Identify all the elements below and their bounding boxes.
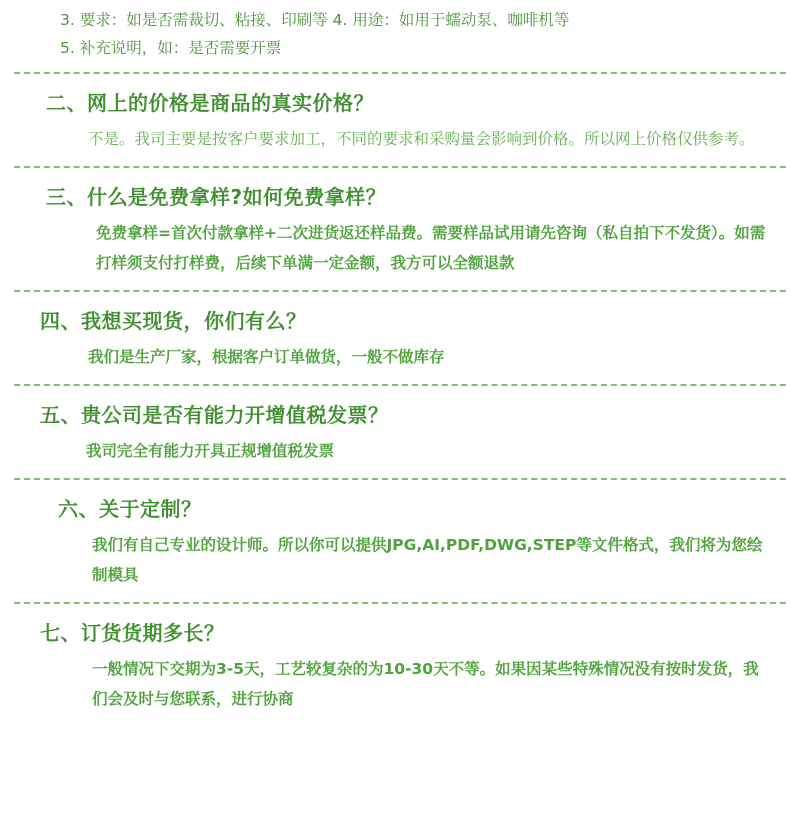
faq-answer: 我们是生产厂家，根据客户订单做货，一般不做库存 bbox=[88, 348, 445, 366]
faq-answer: 我们有自己专业的设计师。所以你可以提供JPG,AI,PDF,DWG,STEP等文件格式，我们将为您绘制模具 bbox=[92, 536, 763, 584]
faq-item bbox=[0, 480, 800, 602]
faq-answer: 免费拿样=首次付款拿样+二次进货返还样品费。需要样品试用请先咨询（私自拍下不发货）。如需打样须支付打样费，后续下单满一定金额，我方可以全额退款 bbox=[96, 224, 766, 272]
faq-question: 四、我想买现货，你们有么？ bbox=[40, 309, 307, 333]
faq-item bbox=[0, 168, 800, 290]
faq-item bbox=[0, 386, 800, 478]
faq-question: 五、贵公司是否有能力开增值税发票？ bbox=[40, 403, 389, 427]
faq-answer: 一般情况下交期为3-5天，工艺较复杂的为10-30天不等。如果因某些特殊情况没有按时发货，我们会及时与您联系，进行协商 bbox=[92, 660, 759, 708]
faq-item bbox=[0, 74, 800, 166]
faq-question: 七、订货货期多长？ bbox=[40, 621, 225, 645]
faq-question: 六、关于定制？ bbox=[58, 497, 202, 521]
faq-question: 三、什么是免费拿样?如何免费拿样？ bbox=[46, 185, 387, 209]
intro-text bbox=[0, 0, 800, 72]
intro-line-1: 3. 要求：如是否需裁切、粘接、印刷等 4. 用途：如用于蠕动泵、咖啡机等 bbox=[60, 11, 570, 29]
faq-item bbox=[0, 604, 800, 726]
faq-item bbox=[0, 292, 800, 384]
intro-line-2: 5. 补充说明，如：是否需要开票 bbox=[60, 39, 282, 57]
faq-answer: 不是。我司主要是按客户要求加工，不同的要求和采购量会影响到价格。所以网上价格仅供参考。 bbox=[88, 130, 755, 148]
faq-question: 二、网上的价格是商品的真实价格？ bbox=[46, 91, 374, 115]
faq-answer: 我司完全有能力开具正规增值税发票 bbox=[86, 442, 335, 460]
